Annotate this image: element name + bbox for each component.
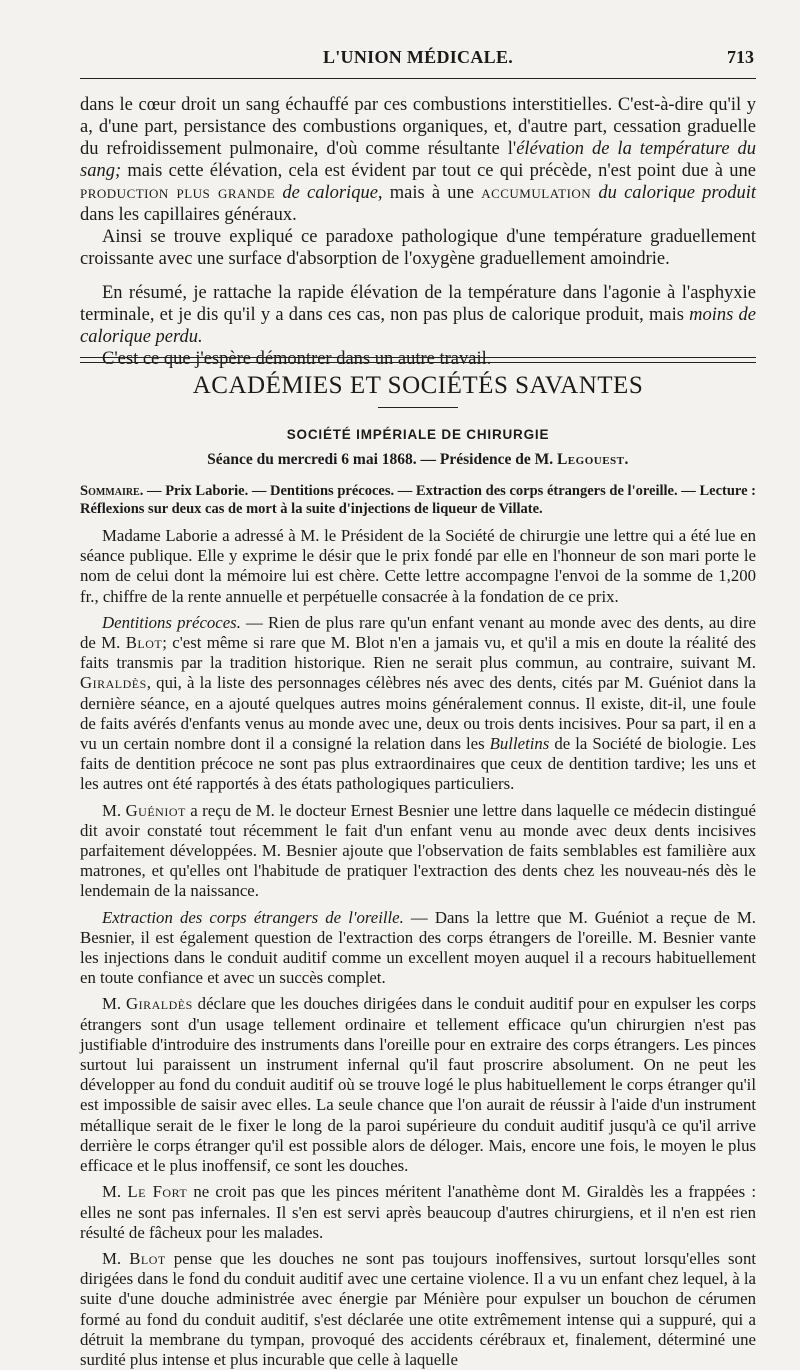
page-number: 713 [727,47,754,67]
text-span: , qui, à la liste des personnages célèbres nés avec des dents, cités par M. Guéniot dans la dernière séance, en a ajouté quelques autres moins généralement connus. Il existe, dit-il, une foule de faits avérés d'enfants venus au monde avec une, deux ou trois dents incisives. Pour sa part, il en a vu un certain nombre dont il a consigné la relation dans les [80,673,756,754]
text-span: dans le cœur droit un sang échauffé par ces combustions interstitielles. C'est-à-dire qu'il y a, d'une part, persistance des combustions organiques, et, d'autre part, cessation graduelle du refroidissement pulmonaire, d'où comme résultante l' [80,95,756,159]
summary-label: Sommaire. [80,483,144,499]
italic-span: du calorique produit [598,183,756,203]
italic-span: élévation de la température du sang; [80,139,757,181]
small-caps-span: production plus grande [80,183,276,203]
small-caps-span: accumulation [481,183,592,203]
intro-text [80,94,756,370]
intro-paragraph-2 [80,226,756,270]
report-paragraph [80,1249,756,1370]
text-span: Madame Laborie a adressé à M. le Président de la Société de chirurgie une lettre qui a été lue en séance publique. Elle y exprime le désir que le prix fondé par elle en l'honneur de son mari porte le nom de celui dont la mémoire lui est chère. Cette lettre accompagne l'envoi de la somme de 1,200 fr., chiffre de la rente annuelle et perpétuelle consacrée à la fondation de ce prix. [80,526,756,606]
text-span: pense que les douches ne sont pas toujours inoffensives, surtout lorsqu'elles sont dirigées dans le fond du conduit auditif avec une certaine violence. Il a vu un enfant chez lequel, à la suite d'une douche administrée avec énergie par Ménière pour expulser un bouchon de cérumen formé au fond du conduit auditif, s'est déclarée une otite extrêmement intense qui a suppuré, qui a détruit la membrane du tympan, provoqué des accidents cérébraux et, finalement, déterminé une surdité plus intense et plus incurable que celle à laquelle [80,1248,756,1369]
text-span: dans les capillaires généraux. [80,205,297,225]
report-paragraph [80,613,756,795]
text-span: Séance du mercredi 6 mai 1868. — Présidence de M. [207,451,557,468]
text-span: ne croit pas que les pinces méritent l'anathème dont M. Giraldès les a frappées : elles ne sont pas infernales. Il s'en est servi après beaucoup d'autres chirurgiens, et il n'en est rien résulté de fâcheux pour les malades. [80,1182,757,1242]
text-span: ; c'est même si rare que M. Blot n'en a jamais vu, et qu'il a mis en doute la réalité des faits transmis par la tradition historique. Rien ne serait plus commun, au contraire, suivant M. [80,633,756,673]
small-caps-span: Giraldès [80,673,147,693]
summary-text: — Prix Laborie. — Dentitions précoces. — Extraction des corps étrangers de l'oreille. — Lecture : Réflexions sur deux cas de mort à la suite d'injections de liqueur de Villate. [80,483,756,517]
header-rule [80,78,756,79]
text-span: M. [102,1182,128,1202]
text-span: , mais à une [377,183,482,203]
small-caps-span: Giraldès [126,994,193,1014]
italic-span: Bulletins [489,734,550,754]
report-paragraph [80,801,756,902]
text-span: Ainsi se trouve expliqué ce paradoxe pathologique d'une température graduellement croissante avec une surface d'absorption de l'oxygène graduellement amoindrie. [80,227,756,269]
journal-page [80,0,757,1369]
small-caps-span: Le Fort [127,1182,188,1202]
seance-line [80,451,756,469]
session-report [80,526,756,1370]
society-heading: SOCIÉTÉ IMPÉRIALE DE CHIRURGIE [286,427,550,442]
summary [80,482,756,518]
running-head [80,47,756,73]
text-span: En résumé, je rattache la rapide élévation de la température dans l'agonie à l'asphyxie terminale, et je dis qu'il y a dans ces cas, non pas plus de calorique produit, mais [80,283,756,325]
text-span: M. [102,994,126,1014]
italic-span: Extraction des corps étrangers de l'oreille. [102,907,404,927]
intro-paragraph-3 [80,282,756,348]
italic-span: moins de calorique perdu. [80,305,756,347]
section-double-rule [80,357,756,363]
text-span: — Dans la lettre que M. Guéniot a reçue de M. Besnier, il est également question de l'extraction des corps étrangers de l'oreille. M. Besnier vante les injections dans le conduit auditif comme un excellent moyen auquel il a recours habituellement en toute confiance et avec un succès complet. [80,907,756,988]
title-mini-rule [378,407,458,408]
small-caps-span: Guéniot [125,800,186,820]
text-span: a reçu de M. le docteur Ernest Besnier une lettre dans laquelle ce médecin distingué dit avoir constaté tout récemment le fait d'un enfant venu au monde avec deux dents incisives parfaitement développées. M. Besnier ajoute que l'observation de faits semblables est familière aux matrones, et qu'elles ont l'habitude de pratiquer l'extraction des dents chez les nouveau-nés dès le lendemain de la naissance. [80,800,757,901]
text-span: M. [102,1248,130,1268]
section-title: ACADÉMIES ET SOCIÉTÉS SAVANTES [192,372,644,399]
small-caps-span: Blot [129,1248,166,1268]
text-span: C'est ce que j'espère démontrer dans un autre travail. [102,349,492,369]
small-caps-span: Blot [125,633,163,653]
journal-title: L'UNION MÉDICALE. [322,47,514,67]
intro-paragraph-1 [80,94,756,226]
text-span: M. [102,800,126,820]
small-caps-span: Legouest. [556,451,629,468]
report-paragraph [80,908,756,989]
report-paragraph [80,1182,756,1243]
italic-span: de calorique [282,183,378,203]
text-span: déclare que les douches dirigées dans le conduit auditif pour en expulser les corps étrangers sont d'un usage tellement ordinaire et tellement efficace qu'un chirurgien n'est pas justifiable d'introduire des instruments dans l'oreille pour en extraire des corps étrangers. Les pinces surtout lui paraissent un instrument infernal qu'il faut proscrire absolument. On ne peut les développer au fond du conduit auditif où se trouve logé le plus habituellement le corps étranger qu'il est impossible de saisir avec elles. La seule chance que l'on aurait de réussir à l'aide d'un instrument métallique serait de le fixer le long de la paroi supérieure du conduit auditif jusqu'à ce qu'il arrive derrière le corps étranger qu'il est possible alors de déloger. Mais, encore une fois, le moyen le plus efficace et le plus inoffensif, ce sont les douches. [80,994,756,1176]
text-span: mais cette élévation, cela est évident par tout ce qui précède, n'est point due à une [121,161,756,181]
report-paragraph [80,994,756,1176]
text-span: — Rien de plus rare qu'un enfant venant au monde avec des dents, au dire de M. [80,612,756,653]
italic-span: Dentitions précoces. [102,612,241,632]
text-span: de la Société de biologie. Les faits de dentition précoce ne sont pas plus extraordinaires que ceux de dentition tardive; les uns et les autres ont été rapportés à des états pathologiques particuliers. [80,734,757,794]
report-paragraph [80,526,756,607]
